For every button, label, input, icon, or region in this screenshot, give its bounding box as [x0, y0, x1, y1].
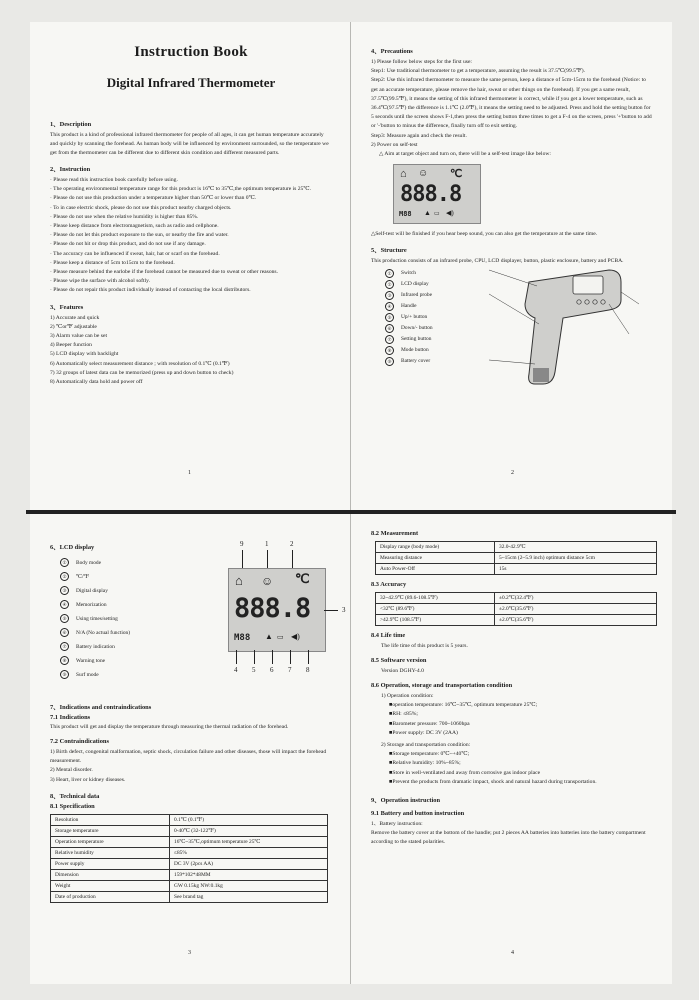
lcd-diagram	[228, 568, 326, 652]
list-item: ■Store in well-ventilated and away from corrosive gas indoor place	[389, 769, 541, 776]
table-row	[376, 593, 657, 604]
table-cell: 15s	[495, 564, 657, 575]
table-cell: Relative humidity	[51, 847, 170, 858]
item-number: ③	[60, 586, 69, 595]
table-cell: 16℃~35℃,optimum temperature 25℃	[170, 836, 328, 847]
callout-label: 6	[270, 666, 274, 674]
list-item: ■Prevent the products from dramatic impact, shock and natural hazard during transportation.	[389, 778, 597, 785]
list-item: 2) Power on self-test	[371, 141, 418, 148]
list-item: 1) Birth defect, congenital malformation, septic shock, circulation failure and other diseases, those will impact the forehead measurement.	[50, 749, 327, 765]
callout-line	[272, 650, 273, 664]
callout-line	[290, 650, 291, 664]
page-1	[30, 22, 350, 510]
table-row	[51, 847, 328, 858]
warning-icon: ▲	[265, 632, 273, 641]
part-label: Mode button	[401, 347, 429, 354]
item-label: Surf mode	[76, 672, 99, 678]
item-number: ⑨	[60, 670, 69, 679]
item-label: Digital display	[76, 588, 108, 594]
parts-list	[385, 268, 433, 367]
table-cell: Resolution	[51, 814, 170, 825]
part-number: ⑧	[385, 346, 394, 355]
table-row	[376, 564, 657, 575]
lcd-unit: ℃	[450, 167, 463, 181]
page-4	[350, 514, 672, 984]
table-row	[376, 604, 657, 615]
table-cell: 0-40℃ (32-122℉)	[170, 825, 328, 836]
callout-line	[267, 550, 268, 568]
home-icon: ⌂	[400, 168, 407, 181]
list-item: ■Barometer pressure: 700~1060hpa	[389, 720, 470, 727]
table-cell: 159*102*48MM	[170, 869, 328, 880]
item-number: ⑤	[60, 614, 69, 623]
part-number: ③	[385, 291, 394, 300]
list-item: 1) Please follow below steps for the first use:	[371, 59, 472, 65]
callout-line	[308, 650, 309, 664]
software-text: Version DGHY-4.0	[381, 668, 424, 674]
list-item	[385, 268, 433, 279]
item-number: ⑥	[60, 628, 69, 637]
callout-label: 1	[265, 540, 269, 548]
features-heading: 3、Features	[50, 303, 84, 311]
list-item: ■Relative humidity: 10%~85%;	[389, 760, 461, 767]
table-row	[51, 858, 328, 869]
lcd-callout-diagram	[218, 540, 346, 690]
list-item: · Please do not use this production under a temperature higher than 50℃ or lower than 0℃.	[50, 195, 257, 202]
table-cell: GW 0.15kg NW:0.1kg	[170, 880, 328, 891]
home-icon: ⌂	[235, 573, 243, 588]
item-label: Body mode	[76, 560, 102, 566]
callout-line	[292, 550, 293, 568]
list-item: 1) Accurate and quick	[50, 314, 100, 321]
precautions-heading: 4、Precautions	[371, 48, 413, 55]
list-item	[60, 668, 130, 682]
measurement-heading: 8.2 Measurement	[371, 530, 419, 537]
specification-table	[50, 814, 328, 903]
list-item: · Please do not repair this product individually instead of contacting the local distributors.	[50, 287, 251, 294]
list-item: 8) Automatically data hold and power off	[50, 379, 143, 386]
table-cell: Measuring distance	[376, 553, 495, 564]
table-cell: DC 3V (2pcs AA)	[170, 858, 328, 869]
part-number: ①	[385, 269, 394, 278]
page-2	[350, 22, 672, 510]
battery-instruction-text: Remove the battery cover at the bottom of the handle; put 2 pieces AA batteries into batteries into the battery compartment according to the stated polarities.	[371, 830, 646, 846]
leader-line	[621, 292, 639, 304]
part-label: Infrared probe	[401, 292, 432, 299]
table-row	[51, 836, 328, 847]
lcd-digits: 888.8	[400, 182, 462, 208]
item-label: Battery indication	[76, 644, 115, 650]
list-item	[385, 279, 433, 290]
battery-cover-shape	[533, 368, 549, 382]
list-item	[60, 640, 130, 654]
table-cell: ±2.0℃(35.6℉)	[495, 615, 657, 626]
page-3	[30, 514, 350, 984]
indications-heading: 7、Indications and contraindications	[50, 704, 152, 711]
list-item	[385, 301, 433, 312]
list-item	[60, 626, 130, 640]
list-item: Step3: Measure again and check the result.	[371, 132, 467, 139]
table-cell: Weight	[51, 880, 170, 891]
list-item: Step1: Use traditional thermometer to get a temperature, assuming the result is 37.5℃(99.5℉).	[371, 68, 586, 75]
callout-line	[236, 650, 237, 664]
part-number: ⑤	[385, 313, 394, 322]
description-heading: 1、Description	[50, 121, 92, 128]
thermometer-drawing	[489, 264, 649, 392]
indications-subheading: 7.1 Indications	[50, 714, 91, 721]
measurement-table	[375, 541, 657, 575]
callout-line	[324, 610, 338, 611]
item-label: ℃/℉	[76, 574, 90, 580]
table-cell: 5~15cm (2~5.9 inch) optimum distance 5cm	[495, 553, 657, 564]
leader-line	[489, 270, 537, 286]
item-number: ②	[60, 572, 69, 581]
lcd-memory: M88	[234, 633, 251, 643]
part-label: Up/+ button	[401, 314, 428, 321]
selftest-lcd-image	[393, 164, 481, 224]
list-item: 7) 32 groups of latest data can be memorized (press up and down button to check)	[50, 369, 234, 376]
list-item	[60, 654, 130, 668]
technical-data-heading: 8、Technical data	[50, 792, 100, 800]
list-item: Step2: Use this infrared thermometer to measure the same person, keep a distance of 5cm-15cm to the forehead (Notice: to get an accurate temperature, please remove the hair, sweat or other things on the forehead). If you get a same result, 37.5℃(99.5℉), it means the setting of this infrared thermometer is correct, while if you get a lower temperature, such as 36.4℃(97.5℉) the difference is 1.1℃ (2.0℉), it means the setting need to be adjusted. Press and hold the setting button for 5 seconds until the screen shows F-1,then press the setting button three times to get a F-4 on the screen, press '+'button to add or '-'button to minus the difference, finally turn off to exit setting.	[371, 77, 652, 130]
callout-label: 3	[342, 606, 346, 614]
storage-condition-title: 2) Storage and transportation condition:	[381, 742, 471, 749]
table-row	[51, 891, 328, 902]
item-label: Warning tone	[76, 658, 106, 664]
leader-line	[489, 360, 535, 364]
part-label: Battery cover	[401, 358, 431, 365]
table-row	[51, 825, 328, 836]
page-number: 2	[511, 470, 514, 476]
callout-label: 8	[306, 666, 310, 674]
table-row	[51, 869, 328, 880]
list-item: 4) Beeper function	[50, 342, 92, 349]
list-item	[385, 290, 433, 301]
list-item: · Please do not let this product exposure to the sun, or nearby the fire and water.	[50, 232, 229, 239]
item-number: ①	[60, 558, 69, 567]
callout-label: 2	[290, 540, 294, 548]
table-cell: Date of production	[51, 891, 170, 902]
list-item	[60, 570, 130, 584]
face-icon: ☺	[261, 574, 274, 588]
list-item	[385, 312, 433, 323]
part-label: Down/- button	[401, 325, 433, 332]
table-cell: Auto Power-Off	[376, 564, 495, 575]
specification-heading: 8.1 Specification	[50, 802, 95, 810]
list-item: · The accuracy can be influenced if sweat, hair, hat or scarf on the forehead.	[50, 250, 220, 257]
item-number: ④	[60, 600, 69, 609]
list-item: ■Power supply: DC 3V (2AA)	[389, 729, 458, 736]
callout-line	[254, 650, 255, 664]
speaker-icon: ◀)	[446, 209, 454, 218]
thermometer-screen	[573, 276, 603, 294]
part-label: Handle	[401, 303, 417, 310]
part-label: Setting button	[401, 336, 432, 343]
lcd-memory: M88	[399, 210, 412, 219]
callout-label: 5	[252, 666, 256, 674]
doc-title: Instruction Book	[134, 44, 248, 60]
table-row	[376, 542, 657, 553]
table-cell: Storage temperature	[51, 825, 170, 836]
list-item	[385, 323, 433, 334]
list-item: · Please do not use when the relative humidity is higher than 85%.	[50, 213, 199, 220]
table-cell: 32~42.9℃ (89.6-108.5℉)	[376, 593, 495, 604]
selftest-note: △ Aim at target object and turn on, there will be a self-test image like below:	[379, 151, 551, 158]
list-item	[385, 356, 433, 367]
list-item	[60, 584, 130, 598]
structure-heading: 5、Structure	[371, 247, 407, 255]
item-number: ⑦	[60, 642, 69, 651]
list-item: · The operating environmental temperature range for this product is 16℃ to 35℃,the optimum temperature is 25℃.	[50, 186, 311, 193]
part-number: ⑦	[385, 335, 394, 344]
table-cell: ±2.0℃(35.6℉)	[495, 604, 657, 615]
callout-label: 9	[240, 540, 244, 548]
instruction-heading: 2、Instruction	[50, 166, 91, 173]
list-item: · Please read this instruction book carefully before using.	[50, 177, 178, 183]
list-item: ■RH: ≤85%;	[389, 711, 418, 718]
table-cell: 32.0-42.9℃	[495, 542, 657, 553]
warning-icon: ▲	[424, 209, 431, 218]
list-item	[60, 556, 130, 570]
instruction-list	[50, 176, 332, 296]
face-icon: ☺	[418, 168, 429, 180]
list-item: 3) Heart, liver or kidney diseases.	[50, 776, 126, 783]
list-item: · Please measure behind the earlobe if the forehead cannot be measured due to sweat or other reasons.	[50, 269, 279, 276]
item-label: Memorization	[76, 602, 107, 608]
table-cell: <32℃ (89.6℉)	[376, 604, 495, 615]
table-row	[376, 553, 657, 564]
lcd-display-heading: 6、LCD display	[50, 544, 95, 551]
item-label: N/A (No actual function)	[76, 630, 131, 636]
item-number: ⑧	[60, 656, 69, 665]
table-cell: >42.9℃ (108.5℉)	[376, 615, 495, 626]
table-row	[51, 814, 328, 825]
list-item: 2) Mental disorder.	[50, 767, 93, 774]
table-cell: ±0.2℃(32.4℉)	[495, 593, 657, 604]
table-cell: Power supply	[51, 858, 170, 869]
contraindications-heading: 7.2 Contraindications	[50, 738, 109, 745]
list-item	[60, 612, 130, 626]
lcd-items-list	[60, 556, 130, 682]
page-number: 4	[511, 950, 514, 956]
list-item: · To in case electric shock, please do not use this product nearby charged objects.	[50, 204, 232, 211]
battery-icon: ▭	[434, 211, 440, 218]
lcd-unit: ℃	[295, 572, 310, 587]
table-cell: Dimension	[51, 869, 170, 880]
part-label: LCD display	[401, 281, 429, 288]
list-item	[385, 334, 433, 345]
callout-line	[242, 550, 243, 568]
battery-icon: ▭	[277, 633, 284, 641]
doc-subtitle: Digital Infrared Thermometer	[106, 75, 276, 90]
item-label: Using times/setting	[76, 616, 118, 622]
list-item: · Please keep distance from electromagnetism, such as radio and cellphone.	[50, 223, 219, 230]
description-text: This product is a kind of professional infrared thermometer for people of all ages, it can get human temperature accurately and quickly by scanning the forehead. As human body will be influenced by environment surrounded, so the temperature we get from the thermometer can be different due to different skin condition and different measured parts.	[50, 132, 329, 156]
list-item: ■operation temperature: 16℃~35℃, optimum temperature 25℃;	[389, 702, 538, 709]
page-number: 3	[188, 950, 191, 956]
table-row	[376, 615, 657, 626]
list-item: 6) Automatically select measurement distance ; with resolution of 0.1℃ (0.1℉)	[50, 360, 230, 367]
operation-instruction-heading: 9、Operation instruction	[371, 797, 441, 805]
list-item	[385, 345, 433, 356]
list-item	[60, 598, 130, 612]
callout-label: 7	[288, 666, 292, 674]
life-time-heading: 8.4 Life time	[371, 632, 406, 639]
leader-line	[609, 304, 629, 334]
part-number: ②	[385, 280, 394, 289]
accuracy-heading: 8.3 Accuracy	[371, 581, 407, 588]
part-label: Switch	[401, 270, 416, 277]
list-item: · Please wipe the surface with alcohol softly.	[50, 278, 150, 285]
part-number: ④	[385, 302, 394, 311]
accuracy-table	[375, 592, 657, 626]
battery-button-heading: 9.1 Battery and button instruction	[371, 810, 465, 818]
list-item: · Please keep a distance of 5cm to15cm to the forehead.	[50, 259, 175, 266]
table-cell: ≤85%	[170, 847, 328, 858]
battery-instruction-title: 1、Battery instruction:	[371, 821, 423, 828]
table-cell: Operation temperature	[51, 836, 170, 847]
selftest-after: △Self-test will be finished if you hear beep sound, you can also get the temperature at the same time.	[371, 231, 598, 238]
indications-text: This product will get and display the temperature through measuring the thermal radiation of the forehead.	[50, 724, 289, 730]
part-number: ⑨	[385, 357, 394, 366]
table-cell: See brand tag	[170, 891, 328, 902]
table-cell: Display range (body mode)	[376, 542, 495, 553]
callout-label: 4	[234, 666, 238, 674]
table-row	[51, 880, 328, 891]
structure-diagram	[371, 268, 654, 388]
table-cell: 0.1℃ (0.1℉)	[170, 814, 328, 825]
life-time-text: The life time of this product is 5 years.	[381, 643, 468, 649]
conditions-heading: 8.6 Operation, storage and transportation condition	[371, 682, 513, 689]
software-heading: 8.5 Software version	[371, 657, 427, 664]
structure-text: This production consists of an infrared probe, CPU, LCD displayer, button, plastic enclosure, battery and PCBA.	[371, 258, 624, 265]
speaker-icon: ◀)	[291, 632, 300, 641]
list-item: 5) LCD display with backlight	[50, 351, 119, 358]
list-item: 3) Alarm value can be set	[50, 333, 108, 340]
operation-condition-title: 1) Operation condition:	[381, 693, 434, 699]
list-item: 2) ℃or℉ adjustable	[50, 323, 97, 330]
lcd-digits: 888.8	[234, 593, 311, 624]
part-number: ⑥	[385, 324, 394, 333]
page-number: 1	[188, 470, 191, 476]
features-list	[50, 314, 332, 388]
list-item: · Please do not hit or drop this product, and do not use if any damage.	[50, 241, 206, 248]
list-item: ■Storage temperature: 0℃~+40℃;	[389, 751, 470, 758]
